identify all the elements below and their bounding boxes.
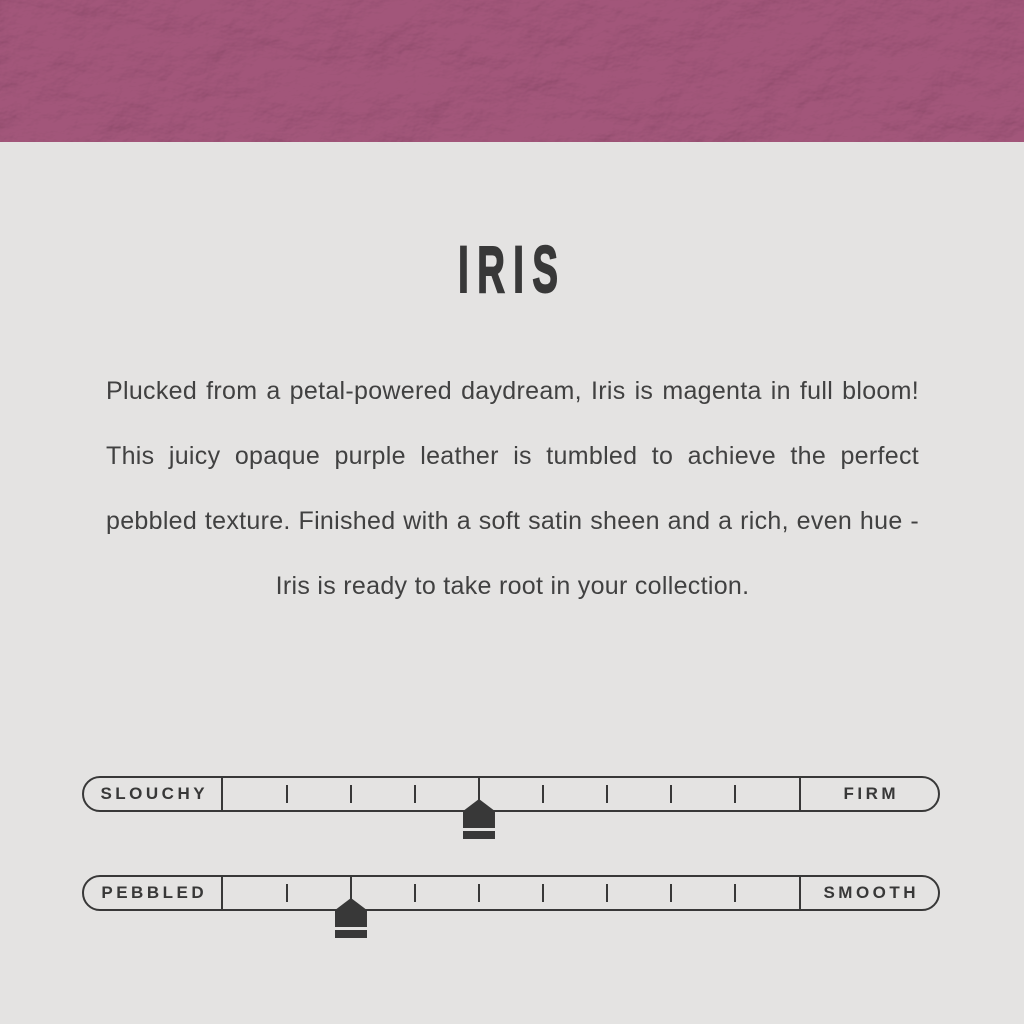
marker-tick-line — [478, 776, 480, 801]
scale-left-label-box — [84, 877, 223, 909]
scale-tick — [286, 785, 288, 803]
scale-pill — [82, 776, 940, 812]
scale-tick — [478, 884, 480, 902]
scale-marker-icon — [335, 875, 367, 939]
leather-swatch-image — [0, 0, 1024, 142]
scale-tick — [606, 785, 608, 803]
scale-right-label-box — [799, 778, 938, 810]
scale-right-label: FIRM — [843, 784, 900, 803]
marker-base-bar — [335, 930, 367, 938]
attribute-scale-row — [82, 776, 940, 812]
scale-tick — [670, 884, 672, 902]
scale-tick — [734, 884, 736, 902]
scale-marker-icon — [463, 776, 495, 840]
scale-pill — [82, 875, 940, 911]
page-title-text: IRIS — [457, 232, 567, 306]
scale-tick — [542, 884, 544, 902]
scale-tick — [350, 785, 352, 803]
scale-tick — [414, 884, 416, 902]
scale-right-label: SMOOTH — [823, 883, 920, 902]
leather-description: Plucked from a petal-powered daydream, Iris is magenta in full bloom! This juicy opaque purple leather is tumbled to achieve the perfect pebbled texture. Finished with a soft satin sheen and a rich, even hue - Iris is ready to take root in your collection. — [106, 377, 919, 600]
scale-tick — [606, 884, 608, 902]
attribute-scales — [82, 776, 940, 974]
scale-left-label: PEBBLED — [101, 883, 208, 902]
page-title — [0, 232, 1024, 306]
leather-texture — [0, 0, 1024, 142]
scale-left-label: SLOUCHY — [100, 784, 209, 803]
marker-pointer — [335, 898, 367, 927]
marker-tick-line — [350, 875, 352, 900]
scale-track — [223, 778, 799, 810]
scale-track — [223, 877, 799, 909]
marker-base-bar — [463, 831, 495, 839]
scale-tick — [542, 785, 544, 803]
attribute-scale-row — [82, 875, 940, 911]
scale-left-label-box — [84, 778, 223, 810]
scale-tick — [286, 884, 288, 902]
scale-tick — [670, 785, 672, 803]
scale-tick — [734, 785, 736, 803]
marker-pointer — [463, 799, 495, 828]
scale-tick — [414, 785, 416, 803]
scale-right-label-box — [799, 877, 938, 909]
